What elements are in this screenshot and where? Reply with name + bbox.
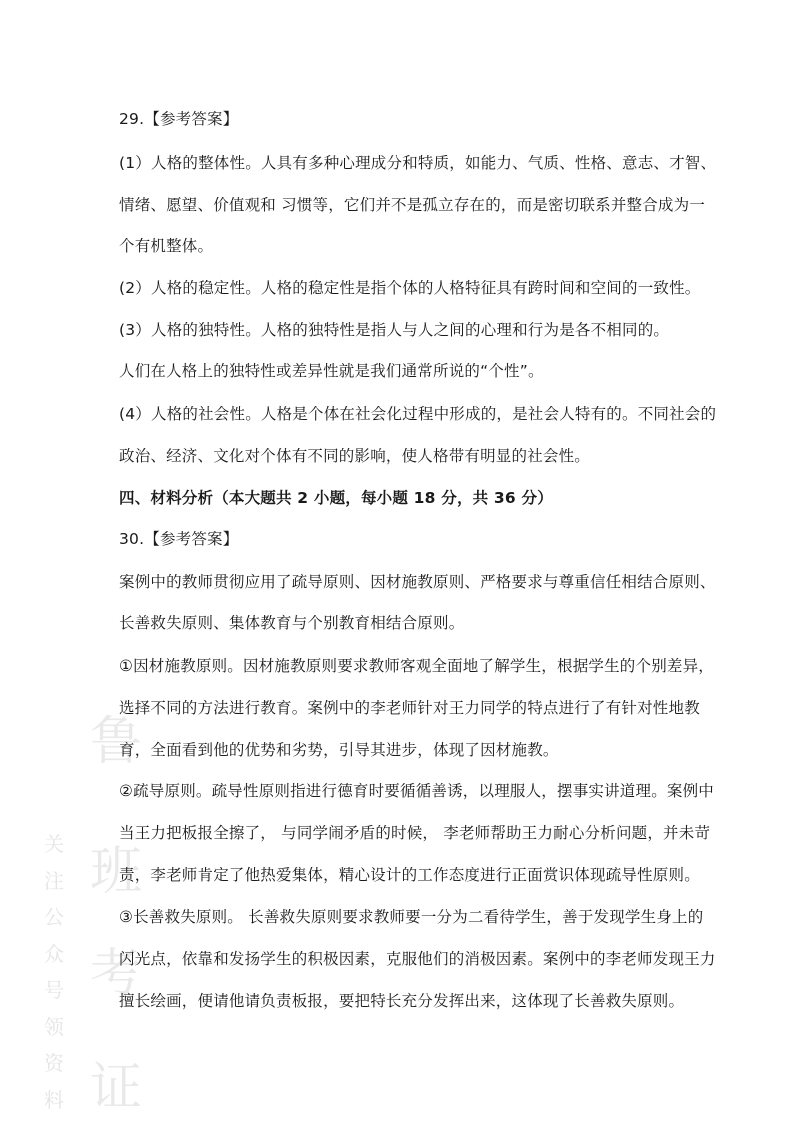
watermark-char: 鲁 — [89, 712, 142, 772]
watermark-small-char: 号 — [44, 978, 64, 1002]
q30-b-line1: ②疏导原则。疏导性原则指进行德育时要循循善诱，以理服人，摆事实讲道理。案例中 — [119, 782, 714, 800]
q29-p1-line1: (1）人格的整体性。人具有多种心理成分和特质，如能力、气质、性格、意志、才智、 — [119, 154, 717, 172]
q29-p4-line2: 政治、经济、文化对个体有不同的影响，使人格带有明显的社会性。 — [119, 447, 591, 465]
q29-p1-line2: 情绪、愿望、价值观和 习惯等，它们并不是孤立存在的，而是密切联系并整合成为一 — [119, 196, 706, 214]
watermark-small-char: 料 — [44, 1087, 64, 1112]
watermark-vertical-text — [40, 826, 68, 1118]
q30-heading: 30.【参考答案】 — [119, 530, 239, 548]
q29-p2: (2）人格的稳定性。人格的稳定性是指个体的人格特征具有跨时间和空间的一致性。 — [119, 279, 701, 297]
watermark-char: 证 — [89, 1058, 142, 1118]
q30-a-line3: 育，全面看到他的优势和劣势，引导其进步，体现了因材施教。 — [119, 741, 559, 759]
q29-p3b: 人们在人格上的独特性或差异性就是我们通常所说的“个性”。 — [119, 362, 544, 380]
q30-a-line1: ①因材施教原则。因材施教原则要求教师客观全面地了解学生，根据学生的个别差异， — [119, 657, 714, 675]
q29-p4-line1: (4）人格的社会性。人格是个体在社会化过程中形成的，是社会人特有的。不同社会的 — [119, 405, 717, 423]
q29-p1-line3: 个有机整体。 — [119, 237, 214, 255]
q30-b-line2: 当王力把板报全擦了， 与同学闹矛盾的时候， 李老师帮助王力耐心分析问题，并未苛 — [119, 824, 711, 842]
q29-p3: (3）人格的独特性。人格的独特性是指人与人之间的心理和行为是各不相同的。 — [119, 321, 670, 339]
watermark-small-char: 注 — [44, 868, 64, 893]
watermark-small-char: 资 — [44, 1051, 64, 1075]
watermark-char: 考 — [89, 944, 142, 1004]
q29-heading: 29.【参考答案】 — [119, 110, 239, 128]
q30-b-line3: 责，李老师肯定了他热爱集体，精心设计的工作态度进行正面赏识体现疏导性原则。 — [119, 866, 700, 884]
watermark-small-char: 公 — [44, 905, 64, 929]
q30-intro-line2: 长善救失原则、集体教育与个别教育相结合原则。 — [119, 614, 465, 632]
q30-c-line1: ③长善救失原则。 长善救失原则要求教师要一分为二看待学生，善于发现学生身上的 — [119, 908, 704, 926]
section4-heading: 四、材料分析（本大题共 2 小题，每小题 18 分，共 36 分） — [119, 489, 553, 507]
q30-c-line2: 闪光点，依靠和发扬学生的积极因素，克服他们的消极因素。案例中的李老师发现王力 — [119, 950, 716, 968]
watermark-small-char: 领 — [44, 1014, 64, 1039]
q30-intro-line1: 案例中的教师贯彻应用了疏导原则、因材施教原则、严格要求与尊重信任相结合原则、 — [119, 573, 716, 591]
watermark-small-char: 关 — [44, 832, 64, 856]
q30-a-line2: 选择不同的方法进行教育。案例中的李老师针对王力同学的特点进行了有针对性地教 — [119, 699, 700, 717]
q30-c-line3: 擅长绘画，便请他请负责板报，要把特长充分发挥出来，这体现了长善救失原则。 — [119, 992, 685, 1010]
watermark-char: 班 — [89, 842, 142, 902]
watermark-small-char: 众 — [44, 941, 64, 966]
